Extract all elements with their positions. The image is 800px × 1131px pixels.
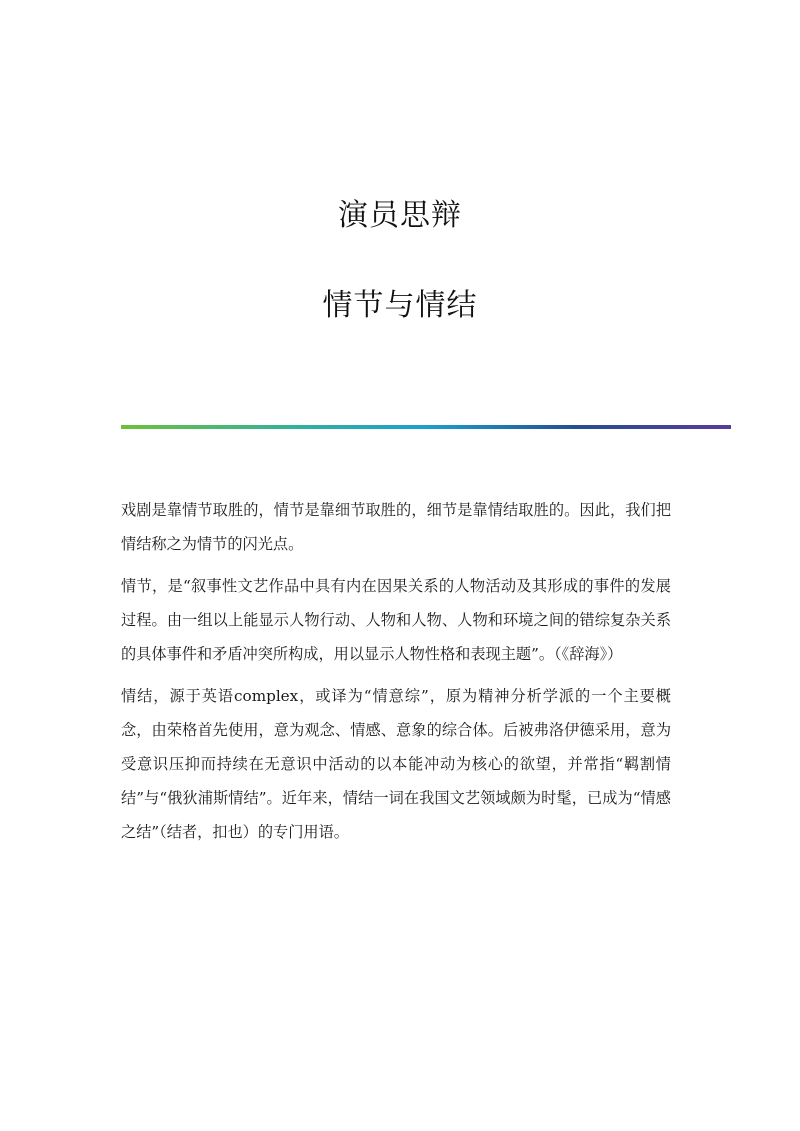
paragraph-1: 戏剧是靠情节取胜的，情节是靠细节取胜的，细节是靠情结取胜的。因此，我们把情结称之为情节的闪光点。 — [121, 501, 671, 553]
page-subtitle: 情节与情结 — [322, 288, 478, 323]
document-body — [121, 493, 671, 857]
gradient-divider — [121, 425, 731, 429]
paragraph-3: 情结，源于英语complex，或译为“情意综”，原为精神分析学派的一个主要概念，由荣格首先使用，意为观念、情感、意象的综合体。后被弗洛伊德采用，意为受意识压抑而持续在无意识中活动的以本能冲动为核心的欲望，并常指“羁割情结”与“俄狄浦斯情结”。近年来，情结一词在我国文艺领域颇为时髦，已成为“情感之结”（结者，扣也）的专门用语。 — [121, 687, 671, 841]
paragraph-2: 情节，是“叙事性文艺作品中具有内在因果关系的人物活动及其形成的事件的发展过程。由一组以上能显示人物行动、人物和人物、人物和环境之间的错综复杂关系的具体事件和矛盾冲突所构成，用以显示人物性格和表现主题”。（《辞海》） — [121, 577, 671, 663]
page-title: 演员思辩 — [338, 198, 462, 233]
